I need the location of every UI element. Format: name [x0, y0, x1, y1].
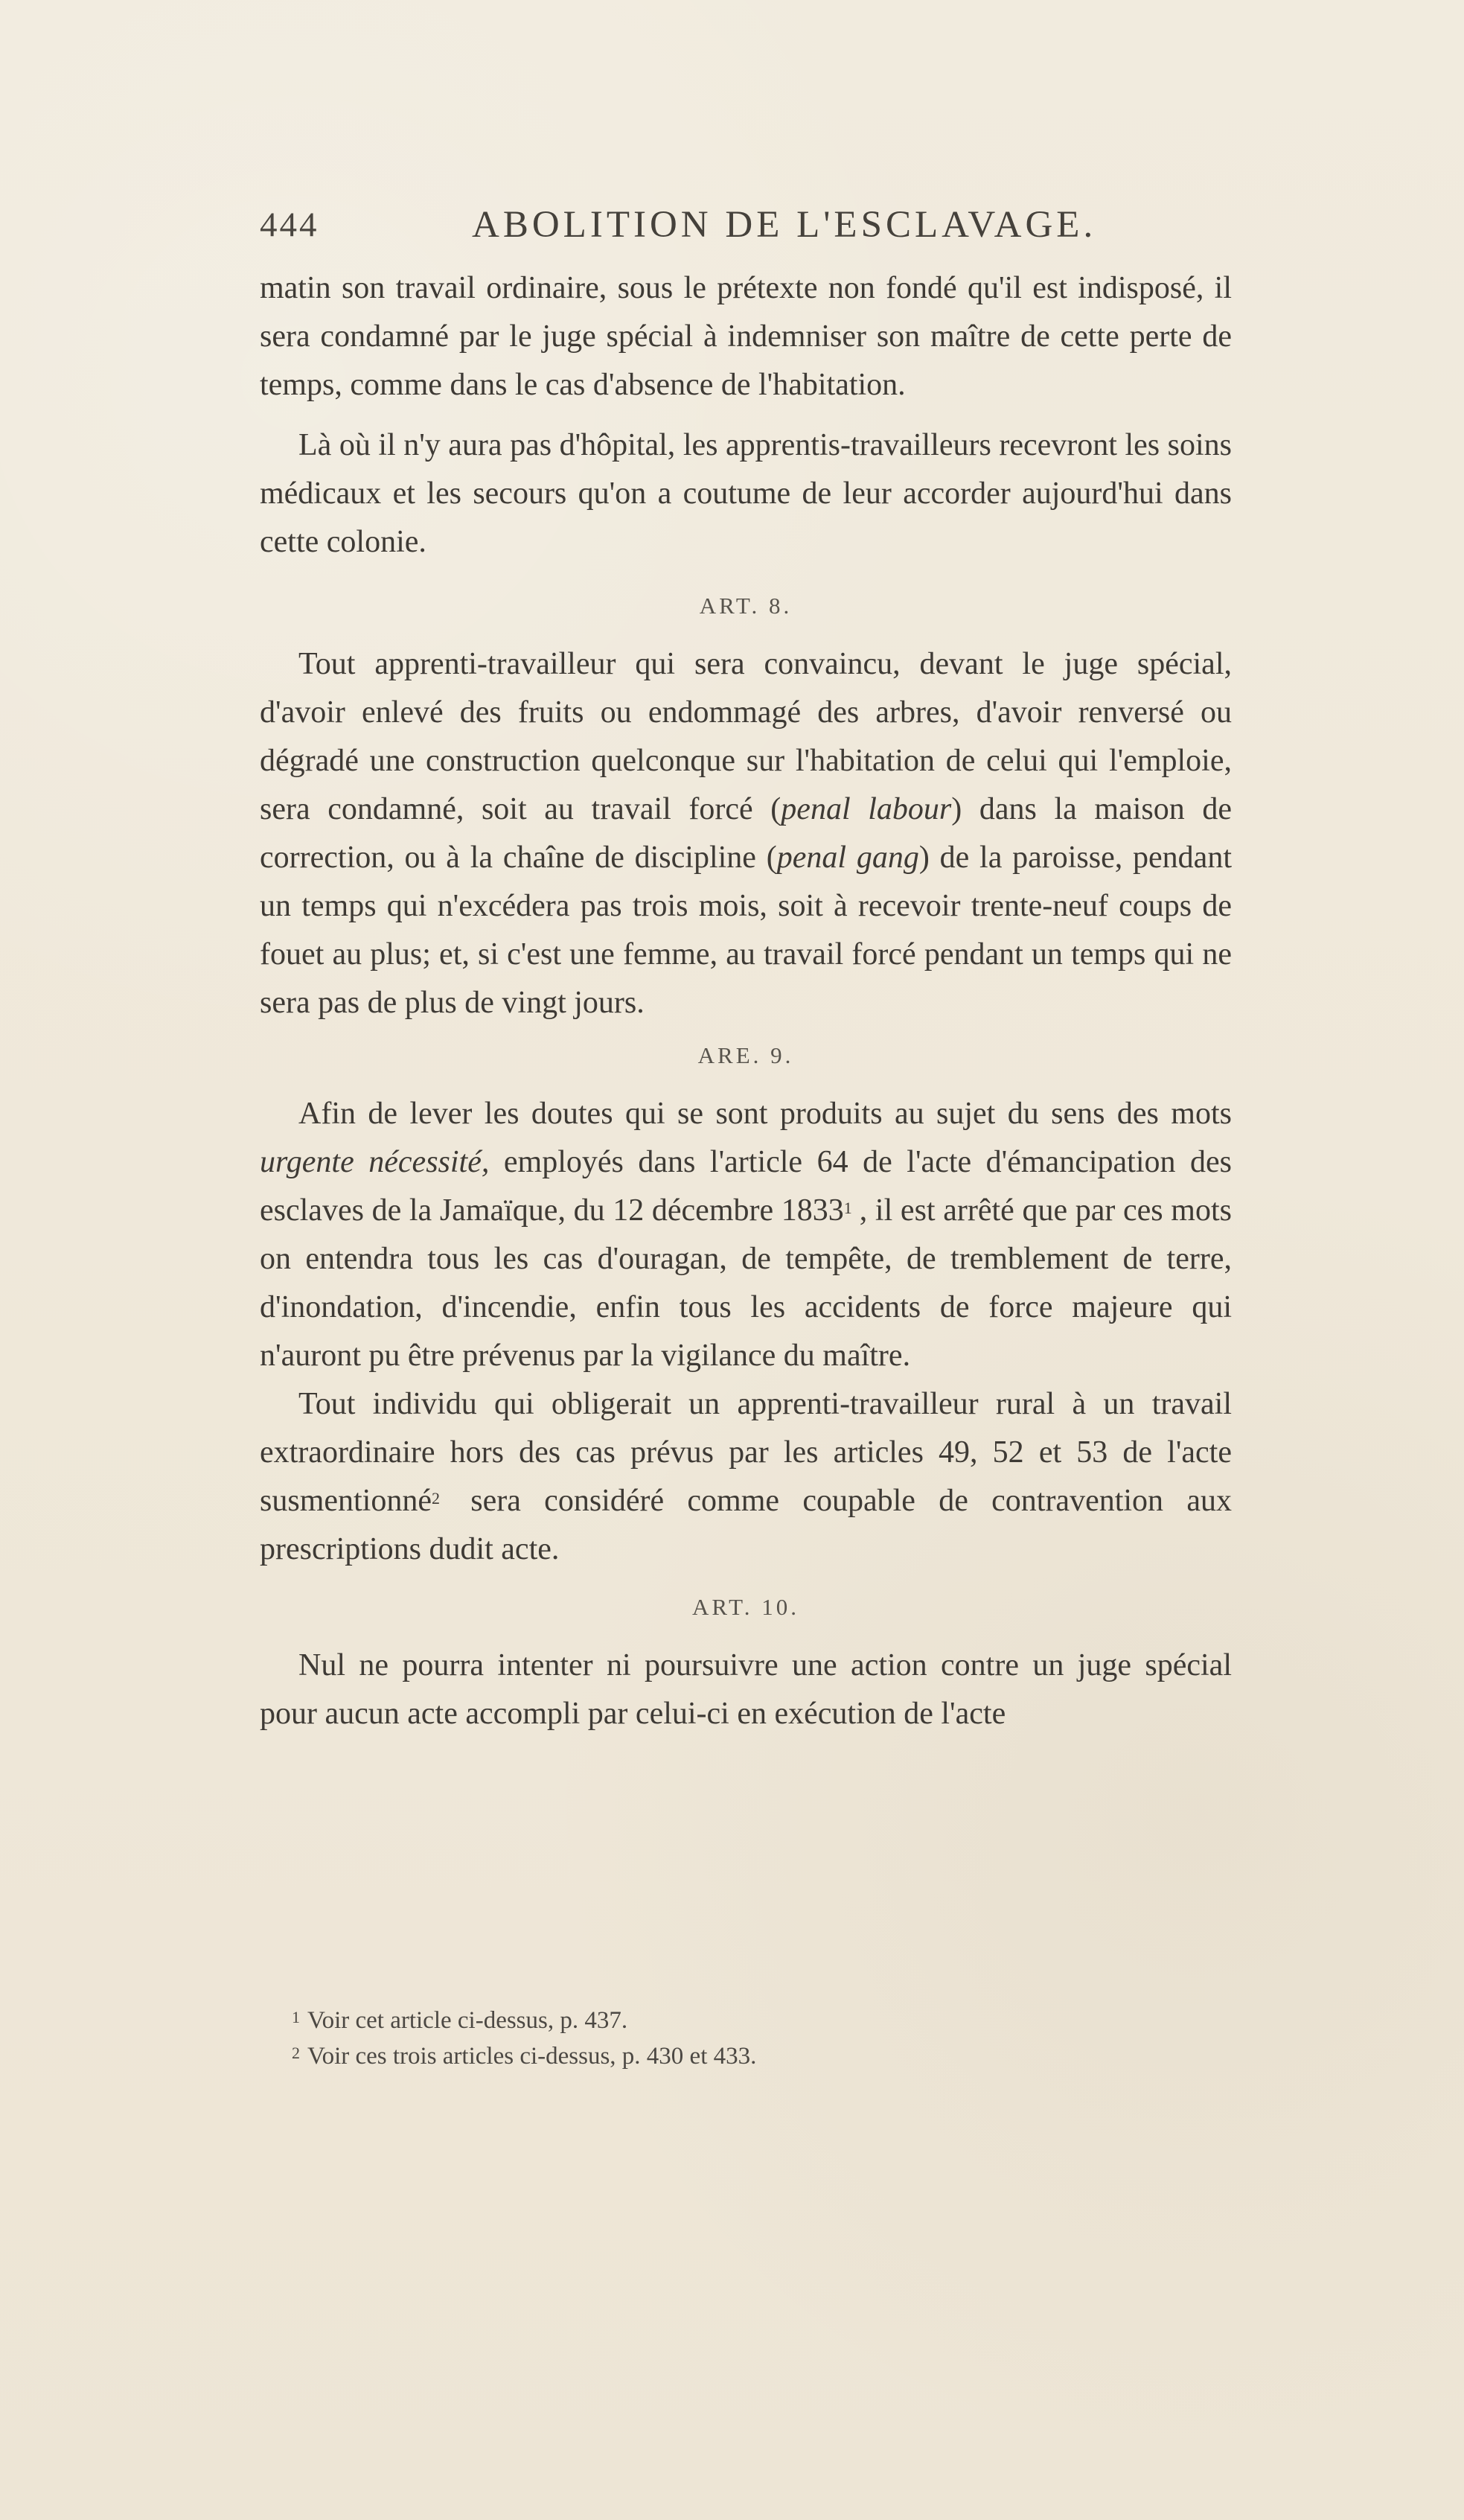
article-9-heading: ARE. 9. — [697, 1042, 794, 1068]
paragraph-5-text-b: sera considéré comme coupable de contravention aux prescriptions dudit acte. — [260, 1484, 1232, 1566]
paragraph-2: Là où il n'y aura pas d'hôpital, les apprentis-travailleurs recevront les soins médicaux et les secours qu'on a coutume de leur accorder aujourd'hui dans cette colonie. — [260, 428, 1232, 559]
paragraph-6: Nul ne pourra intenter ni poursuivre une action contre un juge spécial pour aucun acte accompli par celui-ci en exécution de l'acte — [260, 1648, 1232, 1731]
paragraph-3 — [260, 640, 1232, 1027]
footnote-mark-1: 1 — [292, 2008, 300, 2026]
running-title: ABOLITION DE L'ESCLAVAGE. — [472, 204, 1097, 246]
footnote-text-2: Voir ces trois articles ci-dessus, p. 430 et 433. — [307, 2043, 757, 2070]
paragraph-3-italic-b: penal gang — [776, 840, 919, 875]
paragraph-4-text-c: , il est arrêté que par ces mots on entendra tous les cas d'ouragan, de tempête, de tremblement de terre, d'inondation, d'incendie, enfin tous les accidents de force majeure qui n'auront pu être prévenus par la vigilance du maître. — [260, 1193, 1232, 1373]
footnote-mark-2: 2 — [292, 2044, 300, 2062]
paragraph-5-text-a: Tout individu qui obligerait un apprenti-travailleur rural à un travail extraordinaire hors des cas prévus par les articles 49, 52 et 53 de l'acte susmentionné — [260, 1387, 1232, 1518]
paragraph-4 — [260, 1090, 1232, 1380]
footnote-ref-2: 2 — [431, 1489, 440, 1508]
page-header — [260, 205, 1223, 260]
article-8-heading: ART. 8. — [699, 593, 793, 619]
footnote-ref-1: 1 — [843, 1199, 852, 1217]
paragraph-4-italic: urgente nécessité, — [260, 1145, 490, 1179]
paragraph-3-text-c: ) de la paroisse, pendant un temps qui n'excédera pas trois mois, soit à recevoir trente-neuf coups de fouet au plus; et, si c'est une femme, au travail forcé pendant un temps qui ne sera pas de plus de vingt jours. — [260, 840, 1232, 1020]
page-number: 444 — [260, 205, 319, 244]
paragraph-3-text-b: ) dans la maison de correction, ou à la chaîne de discipline ( — [260, 792, 1232, 875]
paragraph-4-text-a: Afin de lever les doutes qui se sont produits au sujet du sens des mots — [298, 1097, 1232, 1131]
article-10-heading: ART. 10. — [691, 1594, 800, 1620]
paragraph-4-text-b: employés dans l'article 64 de l'acte d'émancipation des esclaves de la Jamaïque, du 12 décembre 1833 — [260, 1145, 1232, 1228]
footnote-2 — [292, 2038, 1185, 2074]
paragraph-1: matin son travail ordinaire, sous le prétexte non fondé qu'il est indisposé, il sera condamné par le juge spécial à indemniser son maître de cette perte de temps, comme dans le cas d'absence de l'habitation. — [260, 271, 1232, 402]
footnote-1 — [292, 2003, 1185, 2038]
paragraph-3-text-a: Tout apprenti-travailleur qui sera convaincu, devant le juge spécial, d'avoir enlevé des fruits ou endommagé des arbres, d'avoir renversé ou dégradé une construction quelconque sur l'habitation de celui qui l'emploie, sera condamné, soit au travail forcé ( — [260, 647, 1232, 826]
paragraph-5 — [260, 1380, 1232, 1574]
paragraph-3-italic-a: penal labour — [781, 792, 952, 826]
footnotes — [292, 2003, 1185, 2074]
main-text — [260, 264, 1232, 1738]
footnote-text-1: Voir cet article ci-dessus, p. 437. — [307, 2007, 628, 2034]
